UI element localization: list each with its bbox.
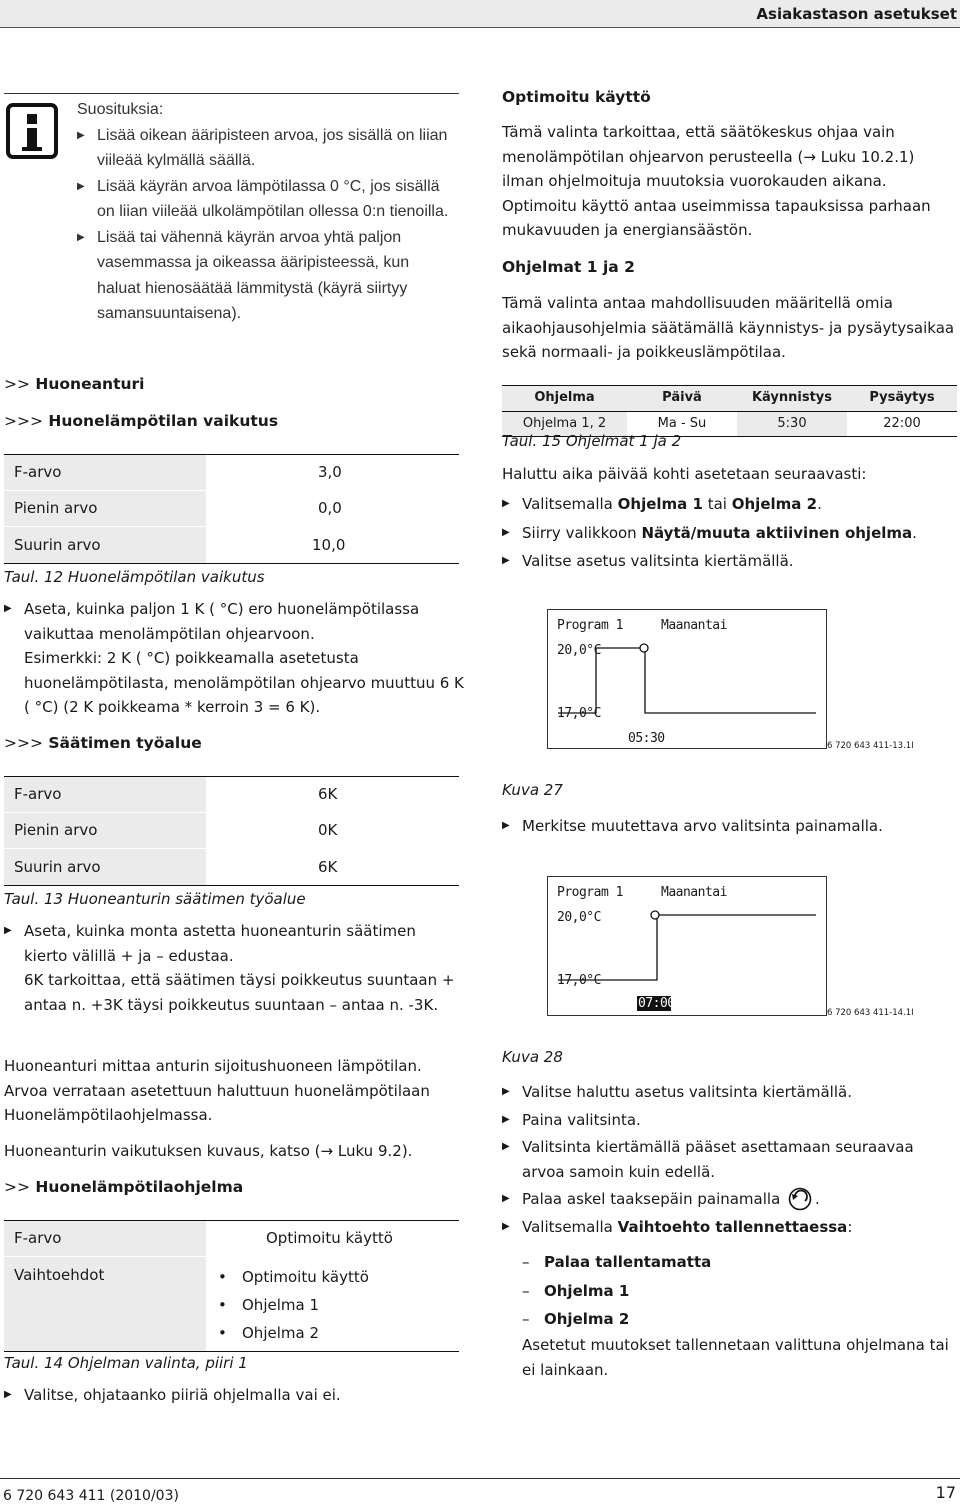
save-note: Asetetut muutokset tallennetaan valittuna ohjelmana tai ei lainkaan.	[522, 1336, 949, 1379]
instruction-item: ▶ Valitse haluttu asetus valitsinta kiertämällä.	[502, 1080, 958, 1105]
programs-title: Ohjelmat 1 ja 2	[502, 258, 635, 276]
schedule-intro: Haluttu aika päivää kohti asetetaan seuraavasti:	[502, 465, 867, 483]
table-13-caption: Taul. 13 Huoneanturin säätimen työalue	[4, 890, 306, 908]
instruction-item: ▶ Aseta, kuinka monta astetta huoneanturin säätimen kierto välillä + ja – edustaa.	[4, 919, 462, 968]
table-15: Ohjelma Päivä Käynnistys Pysäytys Ohjelma 1, 2 Ma - Su 5:30 22:00	[502, 385, 957, 437]
instruction-item: ▶ Paina valitsinta.	[502, 1108, 958, 1133]
table-13-instructions	[4, 919, 462, 968]
display-figure-28	[547, 876, 827, 1016]
program-label: Program 1	[557, 618, 623, 633]
time-label-highlighted: 07:00	[638, 996, 675, 1011]
low-temp-label: 17,0°C	[557, 973, 601, 988]
section-huonelampotilaohjelma: >> Huonelämpötilaohjelma	[4, 1178, 244, 1196]
instruction-item: ▶ Valitsemalla Ohjelma 1 tai Ohjelma 2.	[502, 490, 958, 519]
save-option-item: – Palaa tallentamatta	[522, 1253, 712, 1271]
optimized-text: Tämä valinta tarkoittaa, että säätökeskus ohjaa vain menolämpötilan ohjearvon perusteella (→ Luku 10.2.1) ilman ohjelmoituja muutoksia vuorokauden aikana. Optimoitu käyttö antaa useimmissa tapauksissa parhaan mukavuuden ja energiansäästön.	[502, 123, 931, 239]
table-row: F-arvo Optimoitu käyttö	[4, 1221, 459, 1257]
figure-27-caption: Kuva 27	[502, 781, 563, 799]
instruction-item: ▶ Aseta, kuinka paljon 1 K ( °C) ero huonelämpötilassa vaikuttaa menolämpötilan ohjearvoon.	[4, 597, 462, 646]
table-row: F-arvo 6K	[4, 777, 459, 813]
instruction-item: ▶ Merkitse muutettava arvo valitsinta painamalla.	[502, 814, 958, 839]
option-item: • Optimoitu käyttö	[218, 1268, 369, 1286]
table-row: Suurin arvo 6K	[4, 849, 459, 885]
option-item: • Ohjelma 2	[218, 1324, 319, 1342]
header-divider	[0, 27, 960, 28]
program-label: Program 1	[557, 885, 623, 900]
table-row: F-arvo 3,0	[4, 455, 459, 491]
figure-28-caption: Kuva 28	[502, 1048, 563, 1066]
recommendation-item: ▶ Lisää tai vähennä käyrän arvoa yhtä paljon vasemmassa ja oikeassa ääripisteessä, kun haluat hienosäätää lämmitystä (käyrä siirtyy samansuuntaisena).	[77, 225, 457, 327]
sensor-description: Huoneanturi mittaa anturin sijoitushuoneen lämpötilan. Arvoa verrataan asetettuun haluttuun huonelämpötilaan Huonelämpötilaohjelmassa.	[4, 1057, 430, 1124]
figure-code: 6 720 643 411-13.1I	[827, 741, 914, 751]
page-number: 17	[935, 1483, 956, 1502]
mark-step	[502, 814, 958, 839]
high-temp-label: 20,0°C	[557, 910, 601, 925]
instruction-item: ▶ Valitse, ohjataanko piiriä ohjelmalla vai ei.	[4, 1383, 462, 1408]
table-12-caption: Taul. 12 Huonelämpötilan vaikutus	[4, 568, 265, 586]
high-temp-label: 20,0°C	[557, 643, 601, 658]
table-15-caption: Taul. 15 Ohjelmat 1 ja 2	[502, 432, 682, 450]
instruction-item: ▶ Valitse asetus valitsinta kiertämällä.	[502, 547, 958, 576]
day-label: Maanantai	[661, 618, 727, 633]
table-row: Suurin arvo 10,0	[4, 527, 459, 563]
time-label: 05:30	[628, 731, 665, 746]
display-figure-27	[547, 609, 827, 749]
save-option-item: – Ohjelma 2	[522, 1310, 630, 1328]
instruction-item: ▶ Valitsemalla Vaihtoehto tallennettaessa:	[502, 1215, 958, 1240]
day-label: Maanantai	[661, 885, 727, 900]
table-12-instructions	[4, 597, 462, 646]
instruction-item: ▶ Palaa askel taaksepäin painamalla .	[502, 1187, 958, 1212]
footer-doc-number: 6 720 643 411 (2010/03)	[3, 1488, 179, 1504]
table-row: Pienin arvo 0,0	[4, 491, 459, 527]
table-row: Pienin arvo 0K	[4, 813, 459, 849]
deflection-text: 6K tarkoittaa, että säätimen täysi poikkeutus suuntaan + antaa n. +3K täysi poikkeutus suuntaan – antaa n. -3K.	[24, 971, 455, 1014]
example-text: Esimerkki: 2 K ( °C) poikkeamalla asetetusta huonelämpötilasta, menolämpötilan ohjearvo muuttuu 6 K ( °C) (2 K poikkeama * kerroin 3 = 6 K).	[24, 649, 464, 716]
footer-divider	[0, 1478, 960, 1479]
programs-text: Tämä valinta antaa mahdollisuuden määritellä omia aikaohjausohjelmia säätämällä käynnistys- ja pysäytysaikaa sekä normaali- ja poikkeuslämpötilaa.	[502, 294, 955, 361]
table-12	[4, 454, 459, 564]
table-14-instructions	[4, 1383, 462, 1408]
recommendation-item: ▶ Lisää käyrän arvoa lämpötilassa 0 °C, jos sisällä on liian viileää ulkolämpötilan ollessa 0:n tienoilla.	[77, 174, 457, 225]
instruction-item: ▶ Valitsinta kiertämällä pääset asettamaan seuraavaa arvoa samoin kuin edellä.	[502, 1135, 958, 1184]
low-temp-label: 17,0°C	[557, 706, 601, 721]
section-saatimen-tyoalue: >>> Säätimen työalue	[4, 734, 202, 752]
section-huonelampotilan-vaikutus: >>> Huonelämpötilan vaikutus	[4, 412, 279, 430]
page-header	[0, 0, 960, 27]
sensor-reference: Huoneanturin vaikutuksen kuvaus, katso (→ Luku 9.2).	[4, 1142, 413, 1160]
optimized-title: Optimoitu käyttö	[502, 88, 651, 106]
table-14	[4, 1220, 459, 1352]
info-icon	[6, 103, 58, 159]
save-option-item: – Ohjelma 1	[522, 1281, 630, 1300]
header-title: Asiakastason asetukset	[756, 5, 957, 23]
table-14-caption: Taul. 14 Ohjelman valinta, piiri 1	[4, 1354, 248, 1372]
edit-steps	[502, 1080, 958, 1239]
recommendations-title: Suosituksia:	[77, 101, 164, 118]
option-item: • Ohjelma 1	[218, 1296, 319, 1314]
table-row: Vaihtoehdot • Optimoitu käyttö • Ohjelma 1 • Ohjelma 2	[4, 1257, 459, 1351]
figure-code: 6 720 643 411-14.1I	[827, 1008, 914, 1018]
info-divider	[4, 93, 459, 94]
recommendation-item: ▶ Lisää oikean ääripisteen arvoa, jos sisällä on liian viileää kylmällä säällä.	[77, 123, 457, 174]
section-huoneanturi: >> Huoneanturi	[4, 375, 145, 393]
table-13	[4, 776, 459, 886]
schedule-steps	[502, 490, 958, 576]
instruction-item: ▶ Siirry valikkoon Näytä/muuta aktiivinen ohjelma.	[502, 519, 958, 548]
table-row: Ohjelma 1, 2 Ma - Su 5:30 22:00	[502, 411, 957, 437]
recommendations-box	[77, 97, 457, 327]
save-options	[522, 1248, 958, 1334]
back-icon	[785, 1187, 815, 1211]
